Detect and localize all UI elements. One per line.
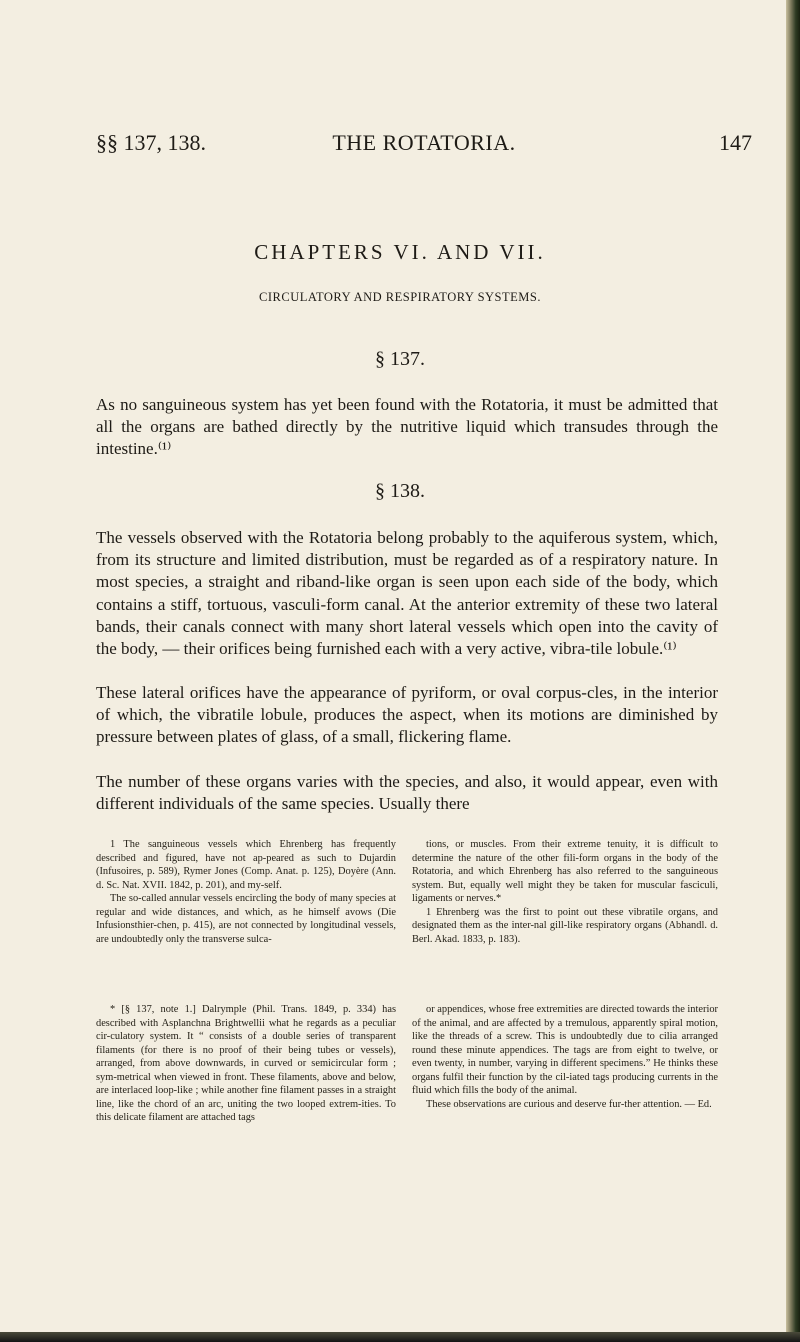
header-title: THE ROTATORIA.: [332, 130, 516, 155]
footnotes-top-left: [96, 838, 396, 946]
footnote-text: or appendices, whose free extremities are directed towards the interior of the animal, and are affected by a tremulous, apparently spiral motion, like the threads of a screw. This is undoubtedly due to cilia arranged round these minute appendices. The tags are from eight to twelve, or even twenty, in number, varying in different specimens.” He thinks these organs fulfil their function by the cil-iated tags producing currents in the fluid which fills the body of the animal.: [412, 1004, 718, 1097]
page-bottom-shadow: [0, 1332, 800, 1342]
page-number: 147: [719, 130, 752, 155]
footnote-text: The so-called annular vessels encircling the body of many species at regular and wide distances, and which, as he himself avows (Die Infusionsthier-chen, p. 415), are not connected by longitudinal vessels, are undoubtedly only the transverse sulca-: [96, 893, 396, 945]
header-section-refs: §§ 137, 138.: [96, 130, 206, 155]
paragraph-138-3: The number of these organs varies with the species, and also, it would appear, even with different individuals of the same species. Usually there: [96, 772, 718, 814]
footnote-text: tions, or muscles. From their extreme tenuity, it is difficult to determine the nature of the other fili-form organs in the body of the Rotatoria, and which Ehrenberg has also referred to the sanguineous system. But, equally well might they be taken for muscular fasciculi, ligaments or nerves.*: [412, 839, 718, 905]
chapter-subtitle: CIRCULATORY AND RESPIRATORY SYSTEMS.: [259, 290, 541, 304]
footnote-text: 1 The sanguineous vessels which Ehrenberg has frequently described and figured, have not ap-peared as such to Dujardin (Infusoires, p. 589), Rymer Jones (Comp. Anat. p. 125), Doyère (Ann. d. Sc. Nat. XVII. 1842, p. 201), and my-self.: [96, 839, 396, 891]
editor-note-right: [412, 1003, 718, 1111]
footnote-text: 1 Ehrenberg was the first to point out these vibratile organs, and designated them as the inter-nal gill-like respiratory organs (Abhandl. d. Berl. Akad. 1833, p. 183).: [412, 906, 718, 945]
chapter-title: CHAPTERS VI. AND VII.: [254, 240, 546, 264]
running-header: [96, 130, 752, 156]
paragraph-137-1: As no sanguineous system has yet been found with the Rotatoria, it must be admitted that all the organs are bathed directly by the nutritive liquid which transudes through the intestine.⁽¹⁾: [96, 395, 718, 459]
footnote-text: These observations are curious and deserve fur-ther attention. — Ed.: [426, 1098, 712, 1110]
paragraph-138-2: These lateral orifices have the appearance of pyriform, or oval corpus-cles, in the interior of which, the vibratile lobule, produces the aspect, when its motions are diminished by pressure between plates of glass, of a small, flickering flame.: [96, 683, 718, 747]
page-edge-shadow: [786, 0, 800, 1342]
footnote-text: * [§ 137, note 1.] Dalrymple (Phil. Trans. 1849, p. 334) has described with Asplanchna Brightwellii what he regards as a peculiar cir-culatory system. It “ consists of a double series of transparent filaments (for there is no proof of their being tubes or vessels), arranged, from above downwards, in curved or semicircular form ; sym-metrical when viewed in front. These filaments, above and below, are interlaced loop-like ; while another fine filament passes in a straight line, like the chord of an arc, uniting the two looped extrem-ities. To this delicate filament are attached tags: [96, 1004, 396, 1124]
footnotes-top-right: [412, 838, 718, 946]
section-heading-138: § 138.: [375, 480, 425, 502]
paragraph-138-1: The vessels observed with the Rotatoria belong probably to the aquiferous system, which, from its structure and limited distribution, must be regarded as of a respiratory nature. In most species, a straight and riband-like organ is seen upon each side of the body, which contains a stiff, tortuous, vasculi-form canal. At the anterior extremity of these two lateral bands, their canals connect with many short lateral vessels which open into the cavity of the body, — their orifices being furnished each with a very active, vibra-tile lobule.⁽¹⁾: [96, 528, 718, 659]
section-heading-137: § 137.: [375, 348, 425, 370]
editor-note-left: [96, 1003, 396, 1125]
